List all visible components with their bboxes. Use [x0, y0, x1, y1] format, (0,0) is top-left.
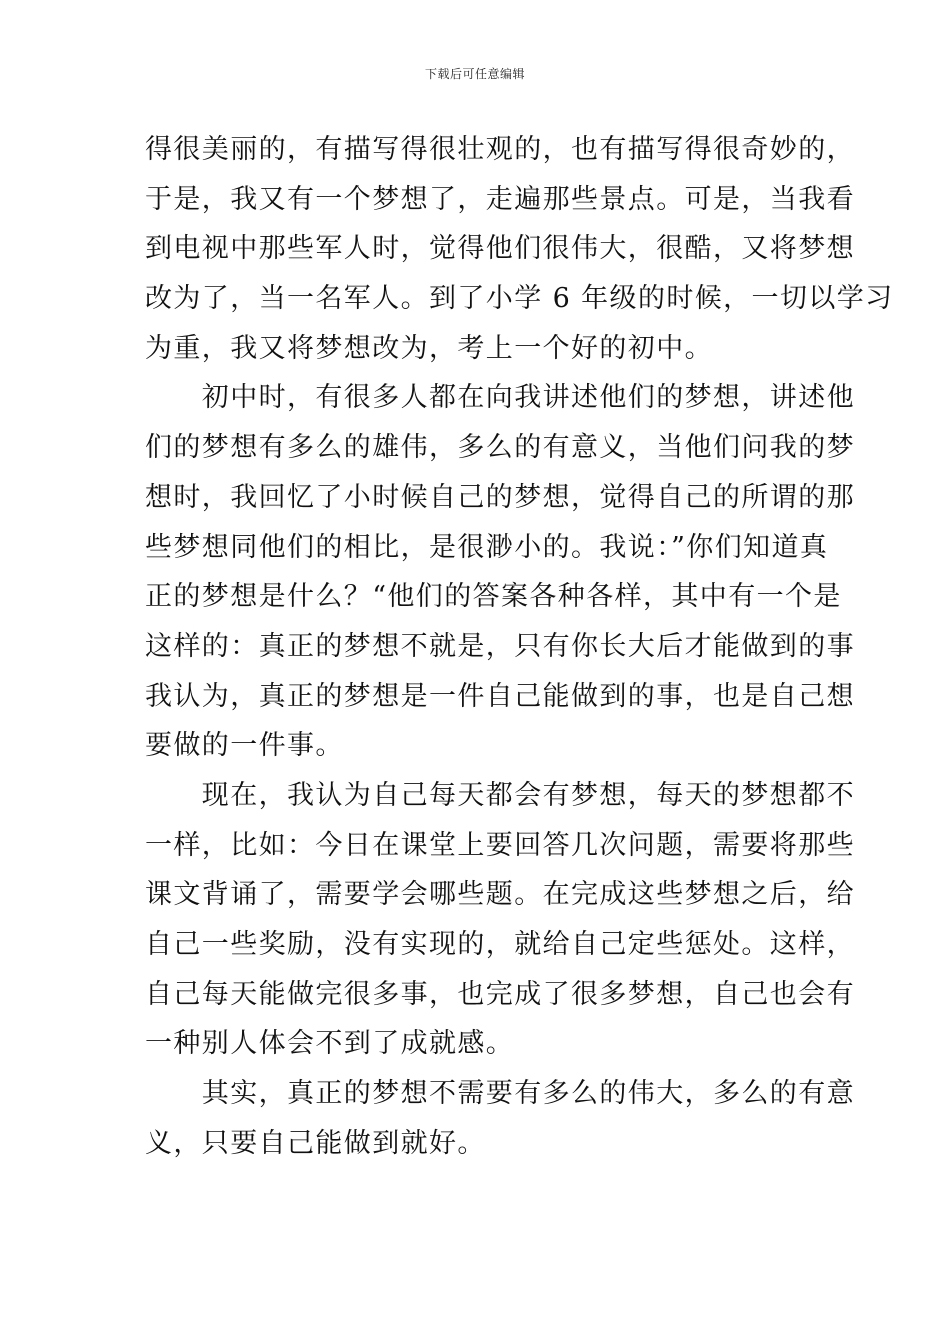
text-line: 这样的：真正的梦想不就是，只有你长大后才能做到的事 — [145, 630, 855, 662]
text-line: 为重，我又将梦想改为，考上一个好的初中。 — [145, 332, 713, 364]
text-line: 现在，我认为自己每天都会有梦想，每天的梦想都不 — [145, 779, 855, 811]
text-line: 想时，我回忆了小时候自己的梦想，觉得自己的所谓的那 — [145, 481, 855, 513]
text-line: 自己一些奖励，没有实现的，就给自己定些惩处。这样， — [145, 929, 855, 960]
text-line: 们的梦想有多么的雄伟，多么的有意义，当他们问我的梦 — [145, 432, 855, 464]
document-body — [145, 125, 894, 1168]
text-line: 课文背诵了，需要学会哪些题。在完成这些梦想之后，给 — [145, 879, 855, 911]
text-line: 自己每天能做完很多事，也完成了很多梦想，自己也会有 — [145, 978, 855, 1010]
paragraph — [145, 125, 894, 373]
text-line: 改为了，当一名军人。到了小学 6 年级的时候，一切以学习 — [145, 283, 894, 315]
text-line: 于是，我又有一个梦想了，走遍那些景点。可是，当我看 — [145, 183, 855, 215]
text-line: 义，只要自己能做到就好。 — [145, 1127, 486, 1159]
text-line: 我认为，真正的梦想是一件自己能做到的事，也是自己想 — [145, 680, 855, 712]
text-line: 要做的一件事。 — [145, 730, 344, 762]
paragraph — [145, 1069, 855, 1168]
text-line: 一样，比如：今日在课堂上要回答几次问题，需要将那些 — [145, 829, 855, 861]
text-line: 得很美丽的，有描写得很壮观的，也有描写得很奇妙的， — [145, 134, 855, 165]
paragraph — [145, 771, 855, 1069]
text-line: 些梦想同他们的相比，是很渺小的。我说：”你们知道真 — [145, 531, 829, 563]
text-line: 正的梦想是什么？“他们的答案各种各样，其中有一个是 — [145, 581, 842, 613]
text-line: 其实，真正的梦想不需要有多么的伟大，多么的有意 — [145, 1078, 855, 1110]
text-line: 初中时，有很多人都在向我讲述他们的梦想，讲述他 — [145, 382, 855, 414]
paragraph — [145, 373, 855, 771]
text-line: 到电视中那些军人时，觉得他们很伟大，很酷，又将梦想 — [145, 233, 855, 265]
text-line: 一种别人体会不到了成就感。 — [145, 1028, 515, 1060]
page-header-note: 下载后可任意编辑 — [424, 67, 525, 81]
